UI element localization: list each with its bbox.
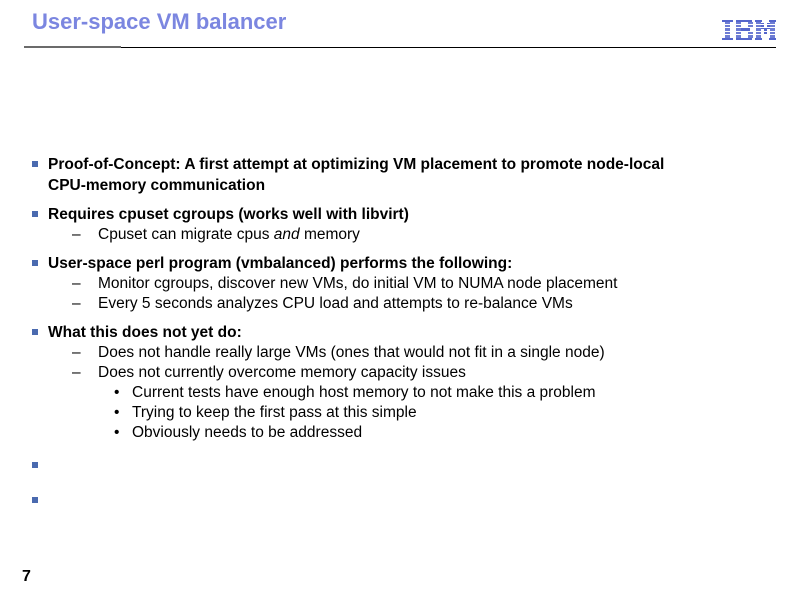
slide-body [30,154,790,525]
empty-bullet-item [30,455,790,476]
bullet-item [30,204,790,225]
sub-sub-bullet-item [30,383,790,403]
sub-sub-bullet-text: Current tests have enough host memory to not make this a problem [132,384,596,401]
dash-bullet-icon: – [72,226,81,243]
sub-bullet-item [30,363,790,383]
square-bullet-icon [32,211,38,217]
ibm-logo-icon [722,20,776,40]
square-bullet-icon [32,462,38,468]
title-rule [121,47,776,48]
title-rule-accent [24,46,121,48]
bullet-group [30,322,790,443]
bullet-group [30,204,790,245]
bullet-text-continued: CPU-memory communication [48,177,266,194]
square-bullet-icon [32,161,38,167]
sub-bullet-text: Monitor cgroups, discover new VMs, do initial VM to NUMA node placement [98,275,618,292]
sub-bullet-text: Does not currently overcome memory capacity issues [98,364,466,381]
bullet-text: What this does not yet do: [48,324,242,341]
text-run: Cpuset can migrate cpus [98,226,274,243]
sub-sub-bullet-item [30,403,790,423]
slide-title: User-space VM balancer [32,9,287,34]
dash-bullet-icon: – [72,295,81,312]
sub-bullet-item [30,274,790,294]
dash-bullet-icon: – [72,364,81,381]
dot-bullet-icon: • [114,384,120,401]
bullet-group [30,253,790,314]
bullet-group [30,154,790,196]
dot-bullet-icon: • [114,424,120,441]
bullet-text: Proof-of-Concept: A first attempt at optimizing VM placement to promote node-local [48,156,665,173]
bullet-text: Requires cpuset cgroups (works well with libvirt) [48,206,409,223]
sub-bullet-text: Does not handle really large VMs (ones that would not fit in a single node) [98,344,605,361]
sub-sub-bullet-text: Trying to keep the first pass at this simple [132,404,417,421]
dash-bullet-icon: – [72,344,81,361]
empty-bullet-item [30,490,790,511]
sub-bullet-item [30,343,790,363]
square-bullet-icon [32,329,38,335]
text-run: memory [299,226,360,243]
sub-bullet-item [30,225,790,245]
sub-sub-bullet-text: Obviously needs to be addressed [132,424,363,441]
dot-bullet-icon: • [114,404,120,421]
bullet-text: User-space perl program (vmbalanced) performs the following: [48,255,513,272]
bullet-item [30,322,790,343]
bullet-item [30,253,790,274]
square-bullet-icon [32,497,38,503]
dash-bullet-icon: – [72,275,81,292]
sub-sub-bullet-item [30,423,790,443]
page-number: 7 [22,568,31,585]
sub-bullet-text: Every 5 seconds analyzes CPU load and attempts to re-balance VMs [98,295,573,312]
sub-bullet-text [98,226,360,243]
bullet-item [30,154,790,196]
emphasis-text: and [273,226,300,243]
square-bullet-icon [32,260,38,266]
sub-bullet-item [30,294,790,314]
